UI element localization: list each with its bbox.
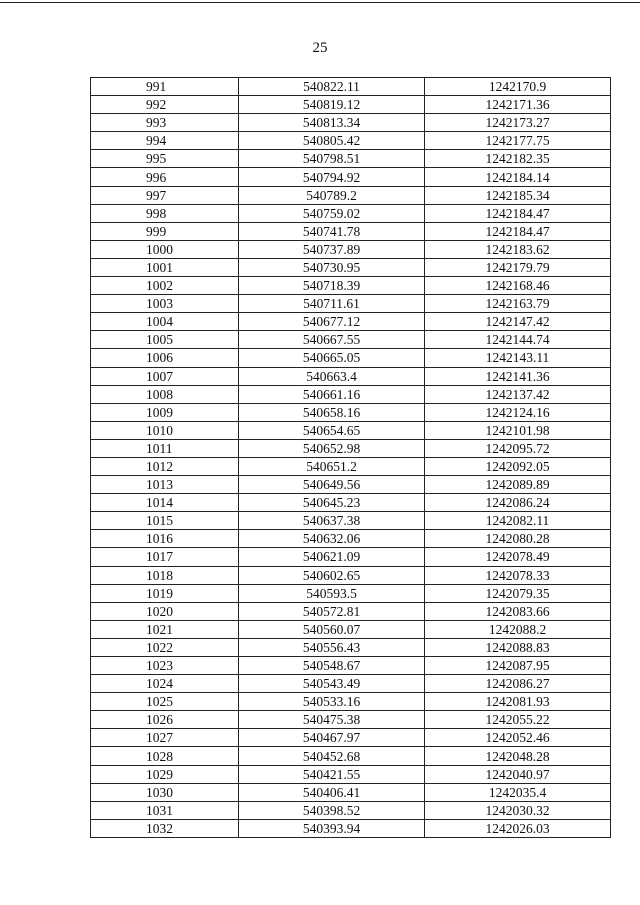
table-row bbox=[91, 349, 611, 367]
x-coordinate-cell: 540398.52 bbox=[239, 801, 425, 819]
x-coordinate-cell: 540805.42 bbox=[239, 132, 425, 150]
point-number-cell: 1028 bbox=[91, 747, 239, 765]
table-row bbox=[91, 114, 611, 132]
table-row bbox=[91, 222, 611, 240]
point-number-cell: 1017 bbox=[91, 548, 239, 566]
y-coordinate-cell: 1242182.35 bbox=[425, 150, 611, 168]
table-row bbox=[91, 403, 611, 421]
table-row bbox=[91, 494, 611, 512]
point-number-cell: 1012 bbox=[91, 457, 239, 475]
y-coordinate-cell: 1242143.11 bbox=[425, 349, 611, 367]
point-number-cell: 1008 bbox=[91, 385, 239, 403]
point-number-cell: 1030 bbox=[91, 783, 239, 801]
table-row bbox=[91, 258, 611, 276]
point-number-cell: 1021 bbox=[91, 620, 239, 638]
x-coordinate-cell: 540649.56 bbox=[239, 476, 425, 494]
x-coordinate-cell: 540730.95 bbox=[239, 258, 425, 276]
point-number-cell: 1025 bbox=[91, 693, 239, 711]
y-coordinate-cell: 1242184.47 bbox=[425, 222, 611, 240]
table-row bbox=[91, 439, 611, 457]
table-row bbox=[91, 747, 611, 765]
table-row bbox=[91, 620, 611, 638]
table-row bbox=[91, 512, 611, 530]
point-number-cell: 993 bbox=[91, 114, 239, 132]
y-coordinate-cell: 1242088.2 bbox=[425, 620, 611, 638]
y-coordinate-cell: 1242052.46 bbox=[425, 729, 611, 747]
point-number-cell: 1014 bbox=[91, 494, 239, 512]
x-coordinate-cell: 540632.06 bbox=[239, 530, 425, 548]
x-coordinate-cell: 540572.81 bbox=[239, 602, 425, 620]
y-coordinate-cell: 1242147.42 bbox=[425, 313, 611, 331]
point-number-cell: 1007 bbox=[91, 367, 239, 385]
x-coordinate-cell: 540421.55 bbox=[239, 765, 425, 783]
coordinates-table bbox=[90, 77, 611, 838]
table-row bbox=[91, 150, 611, 168]
table-row bbox=[91, 675, 611, 693]
point-number-cell: 1005 bbox=[91, 331, 239, 349]
y-coordinate-cell: 1242137.42 bbox=[425, 385, 611, 403]
y-coordinate-cell: 1242173.27 bbox=[425, 114, 611, 132]
x-coordinate-cell: 540665.05 bbox=[239, 349, 425, 367]
x-coordinate-cell: 540718.39 bbox=[239, 277, 425, 295]
point-number-cell: 1026 bbox=[91, 711, 239, 729]
x-coordinate-cell: 540654.65 bbox=[239, 421, 425, 439]
x-coordinate-cell: 540406.41 bbox=[239, 783, 425, 801]
y-coordinate-cell: 1242078.33 bbox=[425, 566, 611, 584]
table-row bbox=[91, 584, 611, 602]
point-number-cell: 991 bbox=[91, 78, 239, 96]
y-coordinate-cell: 1242048.28 bbox=[425, 747, 611, 765]
y-coordinate-cell: 1242088.83 bbox=[425, 638, 611, 656]
point-number-cell: 1020 bbox=[91, 602, 239, 620]
x-coordinate-cell: 540789.2 bbox=[239, 186, 425, 204]
y-coordinate-cell: 1242092.05 bbox=[425, 457, 611, 475]
x-coordinate-cell: 540663.4 bbox=[239, 367, 425, 385]
x-coordinate-cell: 540560.07 bbox=[239, 620, 425, 638]
y-coordinate-cell: 1242170.9 bbox=[425, 78, 611, 96]
table-row bbox=[91, 548, 611, 566]
y-coordinate-cell: 1242179.79 bbox=[425, 258, 611, 276]
table-row bbox=[91, 729, 611, 747]
point-number-cell: 1022 bbox=[91, 638, 239, 656]
y-coordinate-cell: 1242183.62 bbox=[425, 240, 611, 258]
x-coordinate-cell: 540677.12 bbox=[239, 313, 425, 331]
point-number-cell: 1031 bbox=[91, 801, 239, 819]
table-row bbox=[91, 819, 611, 837]
table-row bbox=[91, 421, 611, 439]
y-coordinate-cell: 1242184.47 bbox=[425, 204, 611, 222]
point-number-cell: 1003 bbox=[91, 295, 239, 313]
x-coordinate-cell: 540794.92 bbox=[239, 168, 425, 186]
y-coordinate-cell: 1242163.79 bbox=[425, 295, 611, 313]
x-coordinate-cell: 540452.68 bbox=[239, 747, 425, 765]
y-coordinate-cell: 1242026.03 bbox=[425, 819, 611, 837]
table-row bbox=[91, 96, 611, 114]
x-coordinate-cell: 540759.02 bbox=[239, 204, 425, 222]
point-number-cell: 998 bbox=[91, 204, 239, 222]
x-coordinate-cell: 540822.11 bbox=[239, 78, 425, 96]
x-coordinate-cell: 540543.49 bbox=[239, 675, 425, 693]
x-coordinate-cell: 540645.23 bbox=[239, 494, 425, 512]
x-coordinate-cell: 540798.51 bbox=[239, 150, 425, 168]
y-coordinate-cell: 1242040.97 bbox=[425, 765, 611, 783]
y-coordinate-cell: 1242087.95 bbox=[425, 657, 611, 675]
table-row bbox=[91, 132, 611, 150]
point-number-cell: 1011 bbox=[91, 439, 239, 457]
point-number-cell: 1013 bbox=[91, 476, 239, 494]
x-coordinate-cell: 540475.38 bbox=[239, 711, 425, 729]
point-number-cell: 1029 bbox=[91, 765, 239, 783]
table-row bbox=[91, 566, 611, 584]
table-row bbox=[91, 313, 611, 331]
y-coordinate-cell: 1242185.34 bbox=[425, 186, 611, 204]
y-coordinate-cell: 1242081.93 bbox=[425, 693, 611, 711]
page-number: 25 bbox=[312, 40, 328, 56]
x-coordinate-cell: 540741.78 bbox=[239, 222, 425, 240]
y-coordinate-cell: 1242078.49 bbox=[425, 548, 611, 566]
point-number-cell: 1000 bbox=[91, 240, 239, 258]
y-coordinate-cell: 1242035.4 bbox=[425, 783, 611, 801]
point-number-cell: 1006 bbox=[91, 349, 239, 367]
point-number-cell: 1010 bbox=[91, 421, 239, 439]
table-row bbox=[91, 367, 611, 385]
table-row bbox=[91, 277, 611, 295]
y-coordinate-cell: 1242083.66 bbox=[425, 602, 611, 620]
y-coordinate-cell: 1242124.16 bbox=[425, 403, 611, 421]
y-coordinate-cell: 1242171.36 bbox=[425, 96, 611, 114]
point-number-cell: 1027 bbox=[91, 729, 239, 747]
table-row bbox=[91, 638, 611, 656]
y-coordinate-cell: 1242101.98 bbox=[425, 421, 611, 439]
y-coordinate-cell: 1242030.32 bbox=[425, 801, 611, 819]
x-coordinate-cell: 540593.5 bbox=[239, 584, 425, 602]
table-row bbox=[91, 240, 611, 258]
y-coordinate-cell: 1242089.89 bbox=[425, 476, 611, 494]
y-coordinate-cell: 1242184.14 bbox=[425, 168, 611, 186]
y-coordinate-cell: 1242082.11 bbox=[425, 512, 611, 530]
table-row bbox=[91, 765, 611, 783]
y-coordinate-cell: 1242086.27 bbox=[425, 675, 611, 693]
table-row bbox=[91, 168, 611, 186]
x-coordinate-cell: 540813.34 bbox=[239, 114, 425, 132]
x-coordinate-cell: 540661.16 bbox=[239, 385, 425, 403]
point-number-cell: 1009 bbox=[91, 403, 239, 421]
table-row bbox=[91, 657, 611, 675]
y-coordinate-cell: 1242095.72 bbox=[425, 439, 611, 457]
table-row bbox=[91, 476, 611, 494]
x-coordinate-cell: 540667.55 bbox=[239, 331, 425, 349]
y-coordinate-cell: 1242079.35 bbox=[425, 584, 611, 602]
x-coordinate-cell: 540658.16 bbox=[239, 403, 425, 421]
table-row bbox=[91, 385, 611, 403]
y-coordinate-cell: 1242055.22 bbox=[425, 711, 611, 729]
x-coordinate-cell: 540652.98 bbox=[239, 439, 425, 457]
x-coordinate-cell: 540393.94 bbox=[239, 819, 425, 837]
y-coordinate-cell: 1242144.74 bbox=[425, 331, 611, 349]
top-rule bbox=[0, 2, 640, 3]
point-number-cell: 996 bbox=[91, 168, 239, 186]
table-row bbox=[91, 295, 611, 313]
point-number-cell: 1001 bbox=[91, 258, 239, 276]
x-coordinate-cell: 540737.89 bbox=[239, 240, 425, 258]
y-coordinate-cell: 1242080.28 bbox=[425, 530, 611, 548]
point-number-cell: 1019 bbox=[91, 584, 239, 602]
table-row bbox=[91, 530, 611, 548]
x-coordinate-cell: 540533.16 bbox=[239, 693, 425, 711]
table-row bbox=[91, 693, 611, 711]
table-row bbox=[91, 186, 611, 204]
point-number-cell: 1032 bbox=[91, 819, 239, 837]
table-row bbox=[91, 801, 611, 819]
y-coordinate-cell: 1242141.36 bbox=[425, 367, 611, 385]
x-coordinate-cell: 540602.65 bbox=[239, 566, 425, 584]
point-number-cell: 999 bbox=[91, 222, 239, 240]
table-row bbox=[91, 78, 611, 96]
point-number-cell: 1024 bbox=[91, 675, 239, 693]
table-row bbox=[91, 204, 611, 222]
table-row bbox=[91, 331, 611, 349]
x-coordinate-cell: 540621.09 bbox=[239, 548, 425, 566]
point-number-cell: 1002 bbox=[91, 277, 239, 295]
point-number-cell: 1015 bbox=[91, 512, 239, 530]
point-number-cell: 1016 bbox=[91, 530, 239, 548]
x-coordinate-cell: 540819.12 bbox=[239, 96, 425, 114]
x-coordinate-cell: 540711.61 bbox=[239, 295, 425, 313]
point-number-cell: 1004 bbox=[91, 313, 239, 331]
point-number-cell: 994 bbox=[91, 132, 239, 150]
point-number-cell: 997 bbox=[91, 186, 239, 204]
table-row bbox=[91, 457, 611, 475]
coordinates-table-body bbox=[91, 78, 611, 838]
point-number-cell: 995 bbox=[91, 150, 239, 168]
y-coordinate-cell: 1242086.24 bbox=[425, 494, 611, 512]
x-coordinate-cell: 540637.38 bbox=[239, 512, 425, 530]
y-coordinate-cell: 1242177.75 bbox=[425, 132, 611, 150]
table-row bbox=[91, 783, 611, 801]
x-coordinate-cell: 540467.97 bbox=[239, 729, 425, 747]
point-number-cell: 992 bbox=[91, 96, 239, 114]
x-coordinate-cell: 540548.67 bbox=[239, 657, 425, 675]
point-number-cell: 1023 bbox=[91, 657, 239, 675]
x-coordinate-cell: 540651.2 bbox=[239, 457, 425, 475]
table-row bbox=[91, 602, 611, 620]
x-coordinate-cell: 540556.43 bbox=[239, 638, 425, 656]
table-row bbox=[91, 711, 611, 729]
y-coordinate-cell: 1242168.46 bbox=[425, 277, 611, 295]
point-number-cell: 1018 bbox=[91, 566, 239, 584]
